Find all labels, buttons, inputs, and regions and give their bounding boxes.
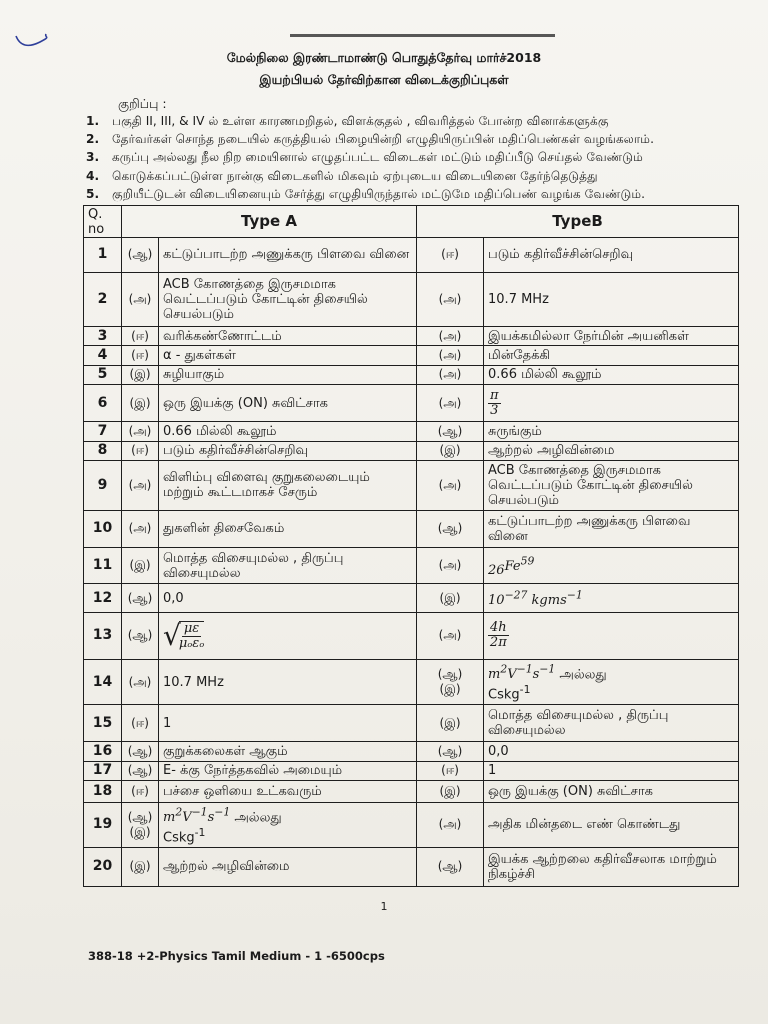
question-number: 19 (84, 802, 122, 847)
note-text: கொடுக்கப்பட்டுள்ள நான்கு விடைகளில் மிகவும் ஏற்புடைய விடையினை தேர்ந்தெடுத்து (112, 168, 598, 183)
option-letter: (ஆ) (127, 247, 153, 262)
fraction (488, 621, 509, 650)
note-item (86, 185, 654, 203)
fraction-denominator: μₒεₒ (178, 635, 205, 651)
type-a-option (122, 705, 159, 742)
question-number: 18 (84, 781, 122, 803)
answer-table (83, 205, 739, 887)
type-a-option (122, 742, 159, 761)
option-letter: (இ) (129, 859, 151, 874)
table-row (84, 612, 739, 660)
option-letter: (இ) (439, 715, 461, 730)
option-letter: (அ) (438, 477, 462, 492)
type-b-option (417, 705, 484, 742)
math-expression (504, 554, 535, 574)
type-a-option (122, 761, 159, 780)
type-b-answer: 10.7 MHz (484, 272, 739, 326)
type-b-option (417, 612, 484, 660)
type-b-answer (484, 547, 739, 584)
answer-alt-unit (488, 682, 734, 702)
option-letter: (ஆ) (127, 763, 153, 778)
type-a-answer: 1 (159, 705, 417, 742)
option-letter: (அ) (128, 477, 152, 492)
type-b-answer: ஒரு இயக்கு (ON) சுவிட்சாக (484, 781, 739, 803)
type-b-option (417, 461, 484, 511)
pen-scribble-mark (14, 30, 48, 52)
option-letter: (அ) (438, 817, 462, 832)
type-a-answer: படும் கதிர்வீச்சின்செறிவு (159, 441, 417, 460)
table-row (84, 584, 739, 612)
note-text: கருப்பு அல்லது நீல நிற மையினால் எழுதப்பட்ட விடைகள் மட்டும் மதிப்பீடு செய்தல் வேண்டும் (112, 150, 643, 165)
math-exponent: −1 (214, 805, 231, 819)
nuclide-prefix: 26 (488, 562, 505, 578)
root-body (179, 621, 204, 651)
question-number: 13 (84, 612, 122, 660)
type-a-answer: துகளின் திசைவேகம் (159, 510, 417, 547)
question-number: 12 (84, 584, 122, 612)
type-b-option (417, 584, 484, 612)
type-a-header: Type A (122, 206, 417, 238)
option-letter: (ஆ) (127, 590, 153, 605)
option-letter: (ஈ) (131, 783, 149, 798)
type-b-option (417, 365, 484, 384)
question-number: 7 (84, 422, 122, 441)
type-a-option (122, 547, 159, 584)
type-b-answer: மின்தேக்கி (484, 346, 739, 365)
type-b-answer: அதிக மின்தடை எண் கொண்டது (484, 802, 739, 847)
unit-exponent: -1 (519, 683, 531, 697)
question-number: 10 (84, 510, 122, 547)
option-letter: (அ) (128, 521, 152, 536)
footer-code: 388-18 +2-Physics Tamil Medium - 1 -6500cps (88, 949, 385, 963)
type-a-answer: ACB கோணத்தை இருசமமாக வெட்டப்படும் கோட்டின் திசையில் செயல்படும் (159, 272, 417, 326)
fraction-numerator: π (490, 387, 499, 403)
fraction-denominator: 2π (489, 635, 507, 651)
type-b-option (417, 422, 484, 441)
type-a-answer: α - துகள்கள் (159, 346, 417, 365)
answer-or: அல்லது (555, 667, 607, 683)
table-row (84, 705, 739, 742)
option-letter: (ஆ) (437, 423, 463, 438)
type-a-answer: சுழியாகும் (159, 365, 417, 384)
math-exponent: −1 (566, 588, 583, 602)
note-text: பகுதி II, III, & IV ல் உள்ள காரணமறிதல், விளக்குதல் , விவரித்தல் போன்ற வினாக்களுக்கு (112, 114, 609, 128)
option-letter: (ஆ) (127, 628, 153, 643)
type-a-answer: E- க்கு நேர்த்தகவில் அமையும் (159, 761, 417, 780)
square-root (163, 618, 205, 652)
type-b-option (417, 660, 484, 705)
type-b-option (417, 742, 484, 761)
option-letter: (ஈ) (441, 247, 459, 262)
option-letter: (இ) (129, 395, 151, 410)
type-b-answer: 1 (484, 761, 739, 780)
page-number: 1 (380, 900, 388, 913)
type-a-option (122, 612, 159, 660)
math-base: 10 (488, 593, 505, 609)
table-header-row (84, 206, 739, 238)
option-letter-alt: (இ) (439, 682, 461, 697)
type-a-answer: பச்சை ஒளியை உட்கவரும் (159, 781, 417, 803)
type-b-option (417, 238, 484, 273)
table-row (84, 326, 739, 345)
option-letter: (இ) (439, 590, 461, 605)
option-letter: (ஈ) (131, 328, 149, 343)
type-b-answer: 0.66 மில்லி கூலூம் (484, 365, 739, 384)
cropped-header-line (290, 34, 555, 45)
table-row (84, 385, 739, 422)
answer-alt-unit (163, 825, 412, 845)
table-row (84, 422, 739, 441)
table-row (84, 272, 739, 326)
option-letter: (அ) (438, 328, 462, 343)
type-b-answer: 0,0 (484, 742, 739, 761)
note-item (86, 167, 654, 185)
type-b-answer: ACB கோணத்தை இருசமமாக வெட்டப்படும் கோட்டின் திசையில் செயல்படும் (484, 461, 739, 511)
option-letter: (அ) (438, 291, 462, 306)
table-row (84, 761, 739, 780)
root-sign: √ (163, 618, 181, 652)
type-a-answer: வரிக்கண்ணோட்டம் (159, 326, 417, 345)
question-number: 1 (84, 238, 122, 273)
answer-key-title: இயற்பியல் தேர்விற்கான விடைக்குறிப்புகள் (259, 72, 509, 87)
type-a-answer: விளிம்பு விளைவு குறுகலைடையும் மற்றும் கூட்டமாகச் சேரும் (159, 461, 417, 511)
table-row (84, 547, 739, 584)
question-number: 20 (84, 847, 122, 886)
option-letter: (ஈ) (131, 715, 149, 730)
table-row (84, 510, 739, 547)
type-b-answer: மொத்த விசையுமல்ல , திருப்பு விசையுமல்ல (484, 705, 739, 742)
type-b-option (417, 346, 484, 365)
option-letter: (ஈ) (131, 443, 149, 458)
fraction (179, 622, 204, 651)
option-letter: (ஆ) (127, 743, 153, 758)
math-term: s (207, 809, 215, 825)
option-letter: (ஆ) (127, 809, 153, 824)
type-b-answer: ஆற்றல் அழிவின்மை (484, 441, 739, 460)
math-exponent: 2 (175, 805, 183, 819)
question-number: 16 (84, 742, 122, 761)
type-a-option (122, 781, 159, 803)
type-a-answer: மொத்த விசையுமல்ல , திருப்பு விசையுமல்ல (159, 547, 417, 584)
table-row (84, 238, 739, 273)
type-b-answer: இயக்க ஆற்றலை கதிர்வீசலாக மாற்றும் நிகழ்ச்சி (484, 847, 739, 886)
option-letter: (ஆ) (437, 859, 463, 874)
math-exponent: 59 (520, 554, 535, 568)
table-row (84, 441, 739, 460)
option-letter: (அ) (438, 558, 462, 573)
type-b-option (417, 802, 484, 847)
option-letter: (இ) (439, 443, 461, 458)
note-item (86, 112, 654, 130)
option-letter: (ஈ) (131, 348, 149, 362)
type-a-answer (159, 612, 417, 660)
note-number: 5. (86, 186, 100, 201)
note-number: 3. (86, 150, 100, 165)
math-base: Fe (504, 558, 521, 574)
type-b-answer (484, 584, 739, 612)
type-b-answer (484, 660, 739, 705)
qno-header: Q. no (84, 206, 122, 238)
type-b-option (417, 547, 484, 584)
type-b-answer: சுருங்கும் (484, 422, 739, 441)
notes-title: குறிப்பு : (118, 96, 167, 111)
math-term: kgms (527, 593, 567, 609)
exam-title: மேல்நிலை இரண்டாமாண்டு பொதுத்தேர்வு மார்ச்2018 (226, 50, 542, 65)
table-row (84, 802, 739, 847)
question-number: 8 (84, 441, 122, 460)
type-a-option (122, 847, 159, 886)
type-a-answer: 0,0 (159, 584, 417, 612)
type-a-option (122, 461, 159, 511)
option-letter: (ஆ) (437, 743, 463, 758)
table-row (84, 742, 739, 761)
option-letter: (அ) (128, 674, 152, 689)
type-b-option (417, 385, 484, 422)
note-number: 2. (86, 132, 100, 147)
type-a-option (122, 326, 159, 345)
table-row (84, 847, 739, 886)
type-b-answer (484, 385, 739, 422)
option-letter: (ஆ) (437, 521, 463, 536)
math-exponent: −1 (191, 805, 208, 819)
type-b-option (417, 441, 484, 460)
question-number: 3 (84, 326, 122, 345)
type-a-answer: ஒரு இயக்கு (ON) சுவிட்சாக (159, 385, 417, 422)
type-b-answer: இயக்கமில்லா நேர்மின் அயனிகள் (484, 326, 739, 345)
type-b-option (417, 510, 484, 547)
question-number: 14 (84, 660, 122, 705)
type-a-option (122, 272, 159, 326)
unit-exponent: -1 (194, 825, 206, 839)
option-letter: (இ) (129, 367, 151, 382)
option-letter: (அ) (128, 291, 152, 306)
question-number: 5 (84, 365, 122, 384)
type-a-option (122, 346, 159, 365)
math-exponent: 2 (500, 662, 508, 676)
question-number: 9 (84, 461, 122, 511)
type-a-option (122, 584, 159, 612)
math-expression (488, 662, 556, 683)
question-number: 15 (84, 705, 122, 742)
type-b-answer: படும் கதிர்வீச்சின்செறிவு (484, 238, 739, 273)
type-b-answer (484, 612, 739, 660)
unit-text: Cskg (488, 687, 520, 703)
table-row (84, 365, 739, 384)
type-a-option (122, 802, 159, 847)
type-b-option (417, 272, 484, 326)
type-a-answer: 0.66 மில்லி கூலூம் (159, 422, 417, 441)
math-exponent: −1 (539, 662, 556, 676)
question-number: 2 (84, 272, 122, 326)
type-a-option (122, 422, 159, 441)
notes-list (86, 112, 654, 203)
math-term: V (182, 809, 192, 825)
option-letter: (ஈ) (441, 763, 459, 778)
math-base: m (488, 667, 501, 683)
option-letter-alt: (இ) (129, 824, 151, 839)
type-a-answer (159, 802, 417, 847)
math-exponent: −1 (516, 662, 533, 676)
math-base: m (163, 809, 176, 825)
type-a-answer: ஆற்றல் அழிவின்மை (159, 847, 417, 886)
type-a-option (122, 238, 159, 273)
type-b-answer: கட்டுப்பாடற்ற அணுக்கரு பிளவை வினை (484, 510, 739, 547)
type-a-option (122, 510, 159, 547)
note-text: தேர்வர்கள் சொந்த நடையில் கருத்தியல் பிழையின்றி எழுதியிருப்பின் மதிப்பெண்கள் வழங்கலாம். (112, 132, 654, 147)
option-letter: (அ) (438, 367, 462, 382)
type-b-option (417, 781, 484, 803)
table-row (84, 346, 739, 365)
question-number: 11 (84, 547, 122, 584)
math-term: V (507, 667, 517, 683)
question-number: 17 (84, 761, 122, 780)
math-expression (488, 588, 583, 609)
question-number: 4 (84, 346, 122, 365)
answer-or: அல்லது (230, 809, 282, 825)
type-a-answer: கட்டுப்பாடற்ற அணுக்கரு பிளவை வினை (159, 238, 417, 273)
table-row (84, 781, 739, 803)
fraction (488, 389, 501, 418)
option-letter: (இ) (129, 558, 151, 573)
type-a-option (122, 441, 159, 460)
option-letter: (அ) (128, 423, 152, 438)
table-row (84, 461, 739, 511)
math-expression (163, 805, 231, 825)
type-a-answer: 10.7 MHz (159, 660, 417, 705)
note-item (86, 130, 654, 148)
fraction-numerator: με (183, 620, 200, 636)
option-letter: (இ) (439, 783, 461, 798)
note-text: குறியீட்டுடன் விடையினையும் சேர்த்து எழுதியிருந்தால் மட்டுமே மதிப்பெண் வழங்க வேண்டும். (112, 186, 646, 201)
question-number: 6 (84, 385, 122, 422)
note-number: 1. (86, 114, 100, 128)
type-b-header: TypeB (417, 206, 739, 238)
unit-text: Cskg (163, 830, 195, 846)
note-number: 4. (86, 168, 100, 183)
math-term: s (532, 667, 540, 683)
fraction-numerator: 4h (490, 620, 507, 636)
type-a-answer: குறுக்கலைகள் ஆகும் (159, 742, 417, 761)
type-a-option (122, 660, 159, 705)
option-letter: (அ) (438, 395, 462, 410)
type-b-option (417, 847, 484, 886)
type-b-option (417, 326, 484, 345)
fraction-denominator: 3 (490, 402, 499, 418)
option-letter: (ஆ) (437, 667, 463, 682)
note-item (86, 148, 654, 166)
type-b-option (417, 761, 484, 780)
type-a-option (122, 365, 159, 384)
option-letter: (அ) (438, 348, 462, 362)
table-row (84, 660, 739, 705)
option-letter: (அ) (438, 628, 462, 643)
math-exponent: −27 (504, 588, 528, 602)
type-a-option (122, 385, 159, 422)
